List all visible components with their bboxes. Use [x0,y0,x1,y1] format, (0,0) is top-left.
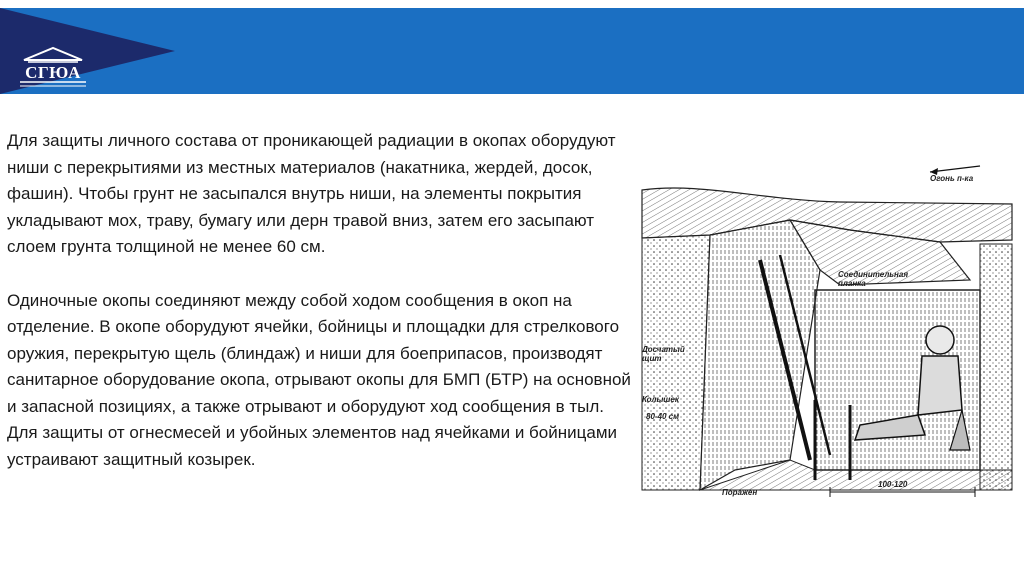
label-fire: Огонь п-ка [930,174,974,183]
label-plank: Соединительная планка [838,270,909,288]
paragraph-trenches: Одиночные окопы соединяют между собой ходом сообщения в окоп на отделение. В окопе оборудуют ячейки, бойницы и площадки для стрелкового оружия, перекрытую щель (блиндаж) и ниши для боеприпасов, производят санитарное оборудование окопа, отрывают окопы для БМП (БТР) на основной и запасной позициях, а также отрывают и оборудуют ход сообщения в тыл. [7,290,631,416]
label-width: 100-120 [878,480,908,489]
label-shield: Досчатый щит [642,345,685,363]
label-stakes: Колышек [642,395,679,404]
trench-niche-illustration [640,160,1020,500]
label-bottom: Поражен [722,488,758,497]
main-text [7,128,637,473]
paragraph-protection: Для защиты от огнесмесей и убойных элементов над ячейками и бойницами устраивают защитный козырек. [7,423,617,469]
label-depth: 80-40 см [646,412,680,421]
logo-text: СГЮА [25,63,81,82]
trench-drawing [640,160,1020,500]
paragraph-radiation: Для защиты личного состава от проникающей радиации в окопах оборудуют ниши с перекрытиями из местных материалов (накатника, жердей, досок, фашин). Чтобы грунт не засыпался внутрь ниши, на элементы покрытия укладывают мох, траву, бумагу или дерн травой вниз, затем его засыпают слоем грунта толщиной не менее 60 см. [7,131,616,256]
